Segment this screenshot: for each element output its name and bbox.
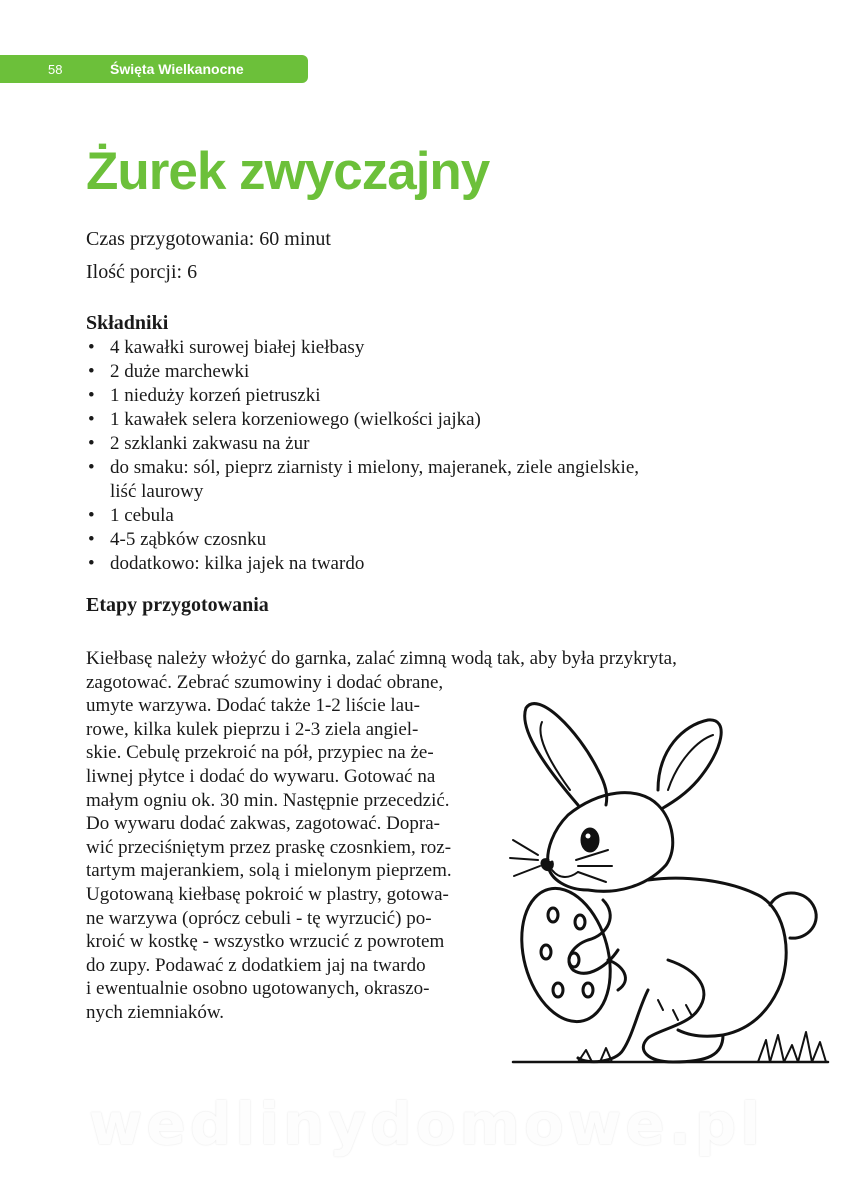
prep-time: Czas przygotowania: 60 minut	[86, 228, 331, 250]
easter-bunny-illustration	[508, 690, 833, 1082]
ingredient-item: • 4 kawałki surowej białej kiełbasy	[86, 336, 766, 360]
ingredient-item: • 1 kawałek selera korzeniowego (wielkości jajka)	[86, 408, 766, 432]
ingredients-list	[86, 336, 766, 576]
text-line: Do wywaru dodać zakwas, zagotować. Dopra-	[86, 813, 440, 835]
text-line: kroić w kostkę - wszystko wrzucić z powrotem	[86, 931, 445, 953]
text-line: i ewentualnie osobno ugotowanych, okraszo-	[86, 978, 430, 1000]
ingredient-item: • dodatkowo: kilka jajek na twardo	[86, 552, 766, 576]
page-number: 58	[48, 61, 63, 77]
ingredient-item: • do smaku: sól, pieprz ziarnisty i mielony, majeranek, ziele angielskie,	[86, 456, 766, 480]
ingredient-item: • 2 duże marchewki	[86, 360, 766, 384]
ingredient-item: • 1 nieduży korzeń pietruszki	[86, 384, 766, 408]
body	[648, 878, 786, 1036]
text-line: tartym majerankiem, solą i mielonym pieprzem.	[86, 860, 452, 882]
egg	[508, 878, 624, 1031]
text-line: zagotować. Zebrać szumowiny i dodać obrane,	[86, 671, 444, 693]
recipe-title: Żurek zwyczajny	[86, 142, 490, 201]
text-line: umyte warzywa. Dodać także 1-2 liście lau-	[86, 695, 420, 717]
ingredients-heading: Składniki	[86, 312, 169, 334]
ingredient-item: • 2 szklanki zakwasu na żur	[86, 432, 766, 456]
servings: Ilość porcji: 6	[86, 261, 198, 283]
text-line: rowe, kilka kulek pieprzu i 2-3 ziela angiel-	[86, 718, 419, 740]
ingredient-continuation-text: liść laurowy	[110, 481, 204, 502]
section-header-bar	[0, 55, 308, 83]
section-title: Święta Wielkanocne	[110, 61, 244, 77]
text-line: Ugotowaną kiełbasę pokroić w plastry, gotowa-	[86, 883, 449, 905]
steps-heading: Etapy przygotowania	[86, 594, 269, 616]
text-line: liwnej płytce i dodać do wywaru. Gotować na	[86, 765, 436, 787]
ingredient-item: • 4-5 ząbków czosnku	[86, 528, 766, 552]
watermark: wedlinydomowe.pl	[88, 1090, 765, 1158]
right-ear	[658, 720, 721, 808]
ingredient-item: • 1 cebula	[86, 504, 766, 528]
text-line: małym ogniu ok. 30 min. Następnie przecedzić.	[86, 789, 450, 811]
ingredient-item-continuation	[86, 480, 766, 504]
left-ear	[525, 704, 607, 805]
text-line: nych ziemniaków.	[86, 1001, 225, 1023]
text-line: Kiełbasę należy włożyć do garnka, zalać zimną wodą tak, aby była przykryta,	[86, 648, 677, 669]
text-line: wić przeciśniętym przez praskę czosnkiem, roz-	[86, 836, 452, 858]
text-line: ne warzywa (oprócz cebuli - tę wyrzucić) po-	[86, 907, 432, 929]
text-line: do zupy. Podawać z dodatkiem jaj na twardo	[86, 954, 426, 976]
text-line: skie. Cebulę przekroić na pół, przypiec na że-	[86, 742, 434, 764]
